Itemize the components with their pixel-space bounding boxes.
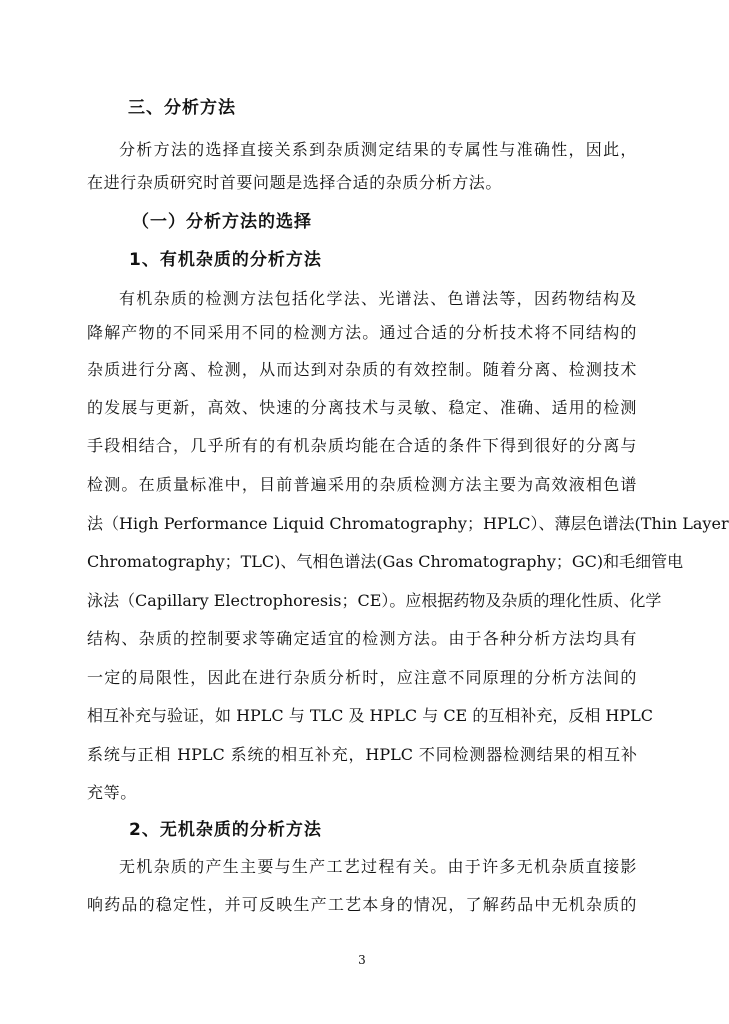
item2-line-2: 响药品的稳定性，并可反映生产工艺本身的情况，了解药品中无机杂质的 [87, 895, 637, 914]
item1-line-8: Chromatography；TLC)、气相色谱法(Gas Chromatography；GC)和毛细管电 [87, 552, 684, 571]
item1-line-4: 的发展与更新，高效、快速的分离技术与灵敏、稳定、准确、适用的检测 [87, 398, 637, 417]
item2-line-1: 无机杂质的产生主要与生产工艺过程有关。由于许多无机杂质直接影 [119, 857, 637, 876]
item1-heading: 1、有机杂质的分析方法 [129, 250, 322, 270]
page-number: 3 [358, 953, 366, 967]
item2-heading: 2、无机杂质的分析方法 [129, 820, 322, 840]
item1-line-12: 相互补充与验证，如 HPLC 与 TLC 及 HPLC 与 CE 的互相补充，反相 HPLC [87, 706, 653, 725]
item1-line-5: 手段相结合，几乎所有的有机杂质均能在合适的条件下得到很好的分离与 [87, 436, 637, 455]
item1-line-11: 一定的局限性，因此在进行杂质分析时，应注意不同原理的分析方法间的 [87, 668, 637, 687]
item1-line-9: 泳法（Capillary Electrophoresis；CE）。应根据药物及杂质的理化性质、化学 [87, 591, 662, 610]
item1-line-3: 杂质进行分离、检测，从而达到对杂质的有效控制。随着分离、检测技术 [87, 360, 637, 379]
item1-line-2: 降解产物的不同采用不同的检测方法。通过合适的分析技术将不同结构的 [87, 323, 637, 342]
intro-line-2: 在进行杂质研究时首要问题是选择合适的杂质分析方法。 [87, 173, 503, 192]
item1-line-10: 结构、杂质的控制要求等确定适宜的检测方法。由于各种分析方法均具有 [87, 629, 637, 648]
item1-line-7: 法（High Performance Liquid Chromatography；HPLC）、薄层色谱法(Thin Layer [87, 514, 729, 533]
item1-line-1: 有机杂质的检测方法包括化学法、光谱法、色谱法等，因药物结构及 [119, 289, 637, 308]
item1-line-6: 检测。在质量标准中，目前普遍采用的杂质检测方法主要为高效液相色谱 [87, 475, 637, 494]
intro-line-1: 分析方法的选择直接关系到杂质测定结果的专属性与准确性，因此， [119, 140, 637, 159]
item1-line-13: 系统与正相 HPLC 系统的相互补充，HPLC 不同检测器检测结果的相互补 [87, 745, 637, 764]
subsection-heading: （一）分析方法的选择 [132, 212, 312, 232]
item1-line-14: 充等。 [87, 783, 137, 802]
section-heading: 三、分析方法 [128, 98, 236, 118]
